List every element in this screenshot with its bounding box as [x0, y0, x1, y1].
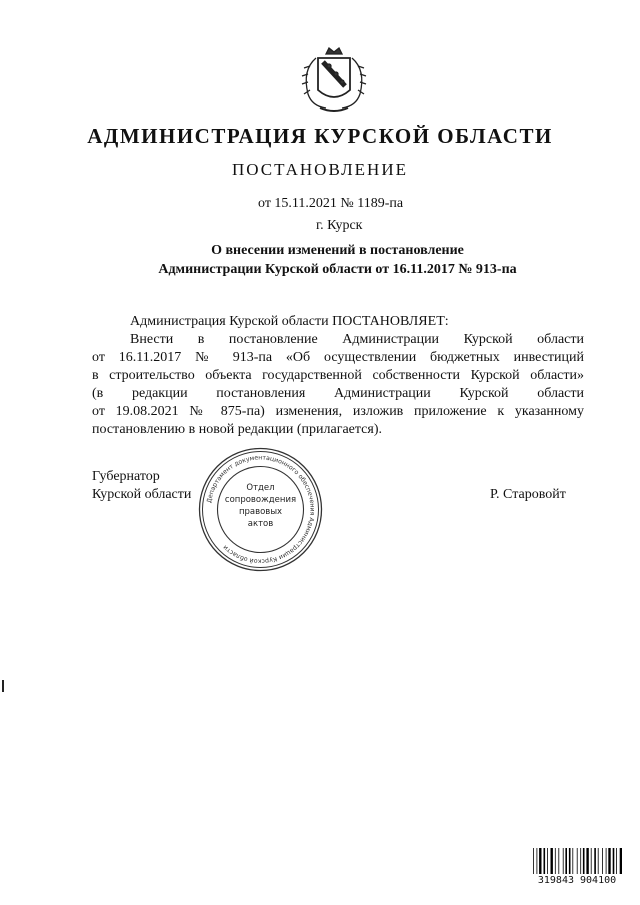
document-type: ПОСТАНОВЛЕНИЕ — [231, 160, 408, 179]
signatory-name: Р. Старовойт — [490, 487, 566, 502]
stamp-ring-text: Департамент документационного обеспечения Администрации Курской области — [205, 454, 316, 565]
official-stamp — [197, 446, 324, 573]
coat-of-arms-emblem — [296, 44, 372, 116]
stamp-line: сопровождения — [224, 495, 297, 505]
barcode-number: 319843 904100 — [537, 875, 617, 886]
body-line: в строительство объекта государственной собственности Курской области» — [92, 368, 584, 383]
body-line: от 16.11.2017 № 913-па «Об осуществлении бюджетных инвестиций — [92, 350, 584, 365]
signatory-title-line-1: Губернатор — [92, 469, 160, 484]
signatory-title-line-2: Курской области — [92, 487, 192, 502]
stamp-line: Отдел — [246, 483, 275, 493]
body-line: постановлению в новой редакции (прилагается). — [92, 422, 382, 437]
subject-line-1: О внесении изменений в постановление — [211, 243, 464, 258]
body-line: (в редакции постановления Администрации Курской области — [92, 386, 584, 401]
organization-title: АДМИНИСТРАЦИЯ КУРСКОЙ ОБЛАСТИ — [87, 124, 553, 148]
subject-line-2: Администрации Курской области от 16.11.2017 № 913-па — [158, 262, 517, 277]
resolution-intro: Администрация Курской области ПОСТАНОВЛЯЕТ: — [130, 314, 449, 329]
stamp-line: правовых — [238, 507, 283, 517]
document-barcode — [532, 848, 622, 874]
stamp-line: актов — [247, 519, 274, 529]
document-city: г. Курск — [316, 218, 363, 233]
body-line: от 19.08.2021 № 875-па) изменения, изложив приложение к указанному — [92, 404, 584, 419]
document-date-number: от 15.11.2021 № 1189-па — [258, 196, 404, 211]
scan-edge-mark — [2, 680, 4, 692]
body-line: Внести в постановление Администрации Курской области — [130, 332, 584, 347]
